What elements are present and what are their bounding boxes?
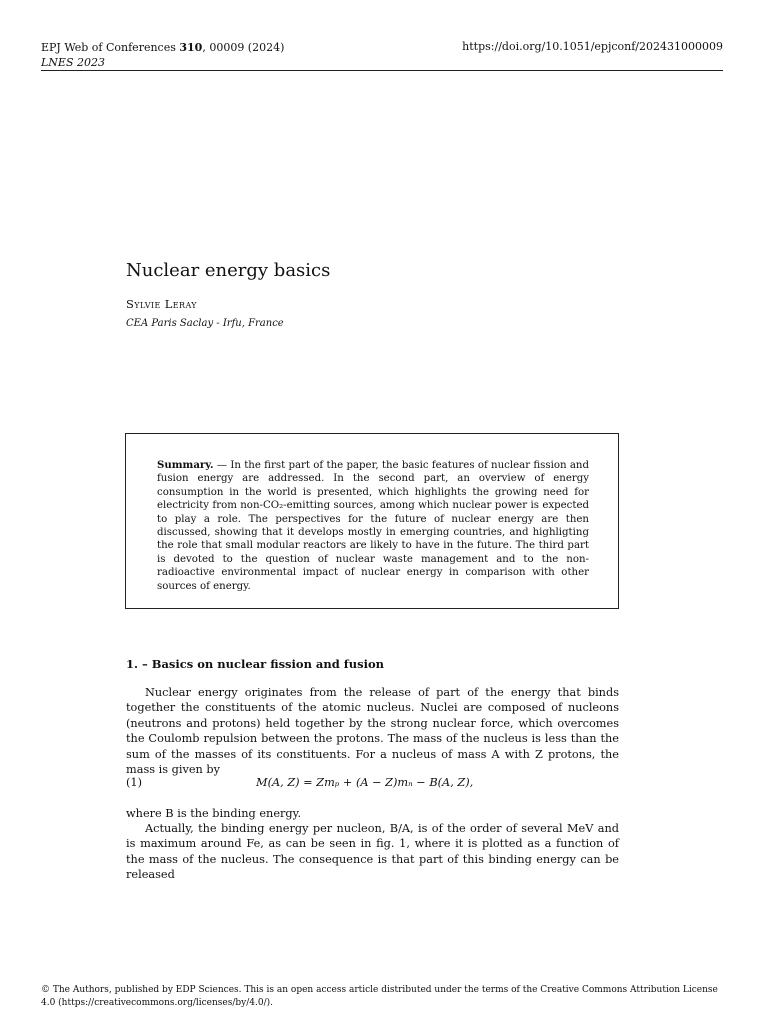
author-name: Sylvie Leray	[126, 297, 197, 311]
doi-link[interactable]: https://doi.org/10.1051/epjconf/202431000009	[462, 40, 723, 53]
summary-body: — In the first part of the paper, the basic features of nuclear fission and fusion energy are addressed. In the second part, an overview of energy consumption in the world is presented, which highlights the growing need for electricity from non-CO₂-emitting sources, among which nuclear power is expected to play a role. The perspectives for the future of nuclear energy are then discussed, showing that it develops mostly in emerging countries, and highligting the role that small modular reactors are likely to have in the future. The third part is devoted to the question of nuclear waste management and to the non-radioactive environmental impact of nuclear energy in comparison with other sources of energy.	[157, 460, 589, 592]
summary-label: Summary.	[157, 459, 214, 471]
paragraph: Nuclear energy originates from the release of part of the energy that binds together the constituents of the atomic nucleus. Nuclei are composed of nucleons (neutrons and protons) held together by the strong nuclear force, which overcomes the Coulomb repulsion between the protons. The mass of the nucleus is less than the sum of the masses of its constituents. For a nucleus of mass A with Z protons, the mass is given by	[126, 686, 619, 777]
author-affiliation: CEA Paris Saclay - Irfu, France	[126, 318, 284, 329]
volume-number: 310	[179, 41, 203, 54]
equation-number: (1)	[126, 776, 143, 789]
paragraph: where B is the binding energy.	[126, 807, 302, 820]
header-divider	[41, 70, 723, 71]
paragraph: Actually, the binding energy per nucleon, B/A, is of the order of several MeV and is maximum around Fe, as can be seen in fig. 1, where it is plotted as a function of the mass of the nucleus. The consequence is that part of this binding energy can be released	[126, 822, 619, 882]
running-header	[41, 40, 284, 70]
license-footer: © The Authors, published by EDP Sciences. This is an open access article distributed under the terms of the Creative Commons Attribution License 4.0 (https://creativecommons.org/licenses/by/4.0/).	[41, 985, 718, 1008]
summary-text	[157, 459, 589, 593]
section-heading: 1. – Basics on nuclear fission and fusion	[126, 657, 384, 671]
journal-citation: EPJ Web of Conferences 310, 00009 (2024)	[41, 41, 285, 54]
summary-box	[125, 433, 619, 609]
conference-name: LNES 2023	[41, 56, 105, 69]
equation: M(A, Z) = Zmₚ + (A − Z)mₙ − B(A, Z),	[256, 776, 474, 789]
paper-title: Nuclear energy basics	[126, 260, 331, 281]
